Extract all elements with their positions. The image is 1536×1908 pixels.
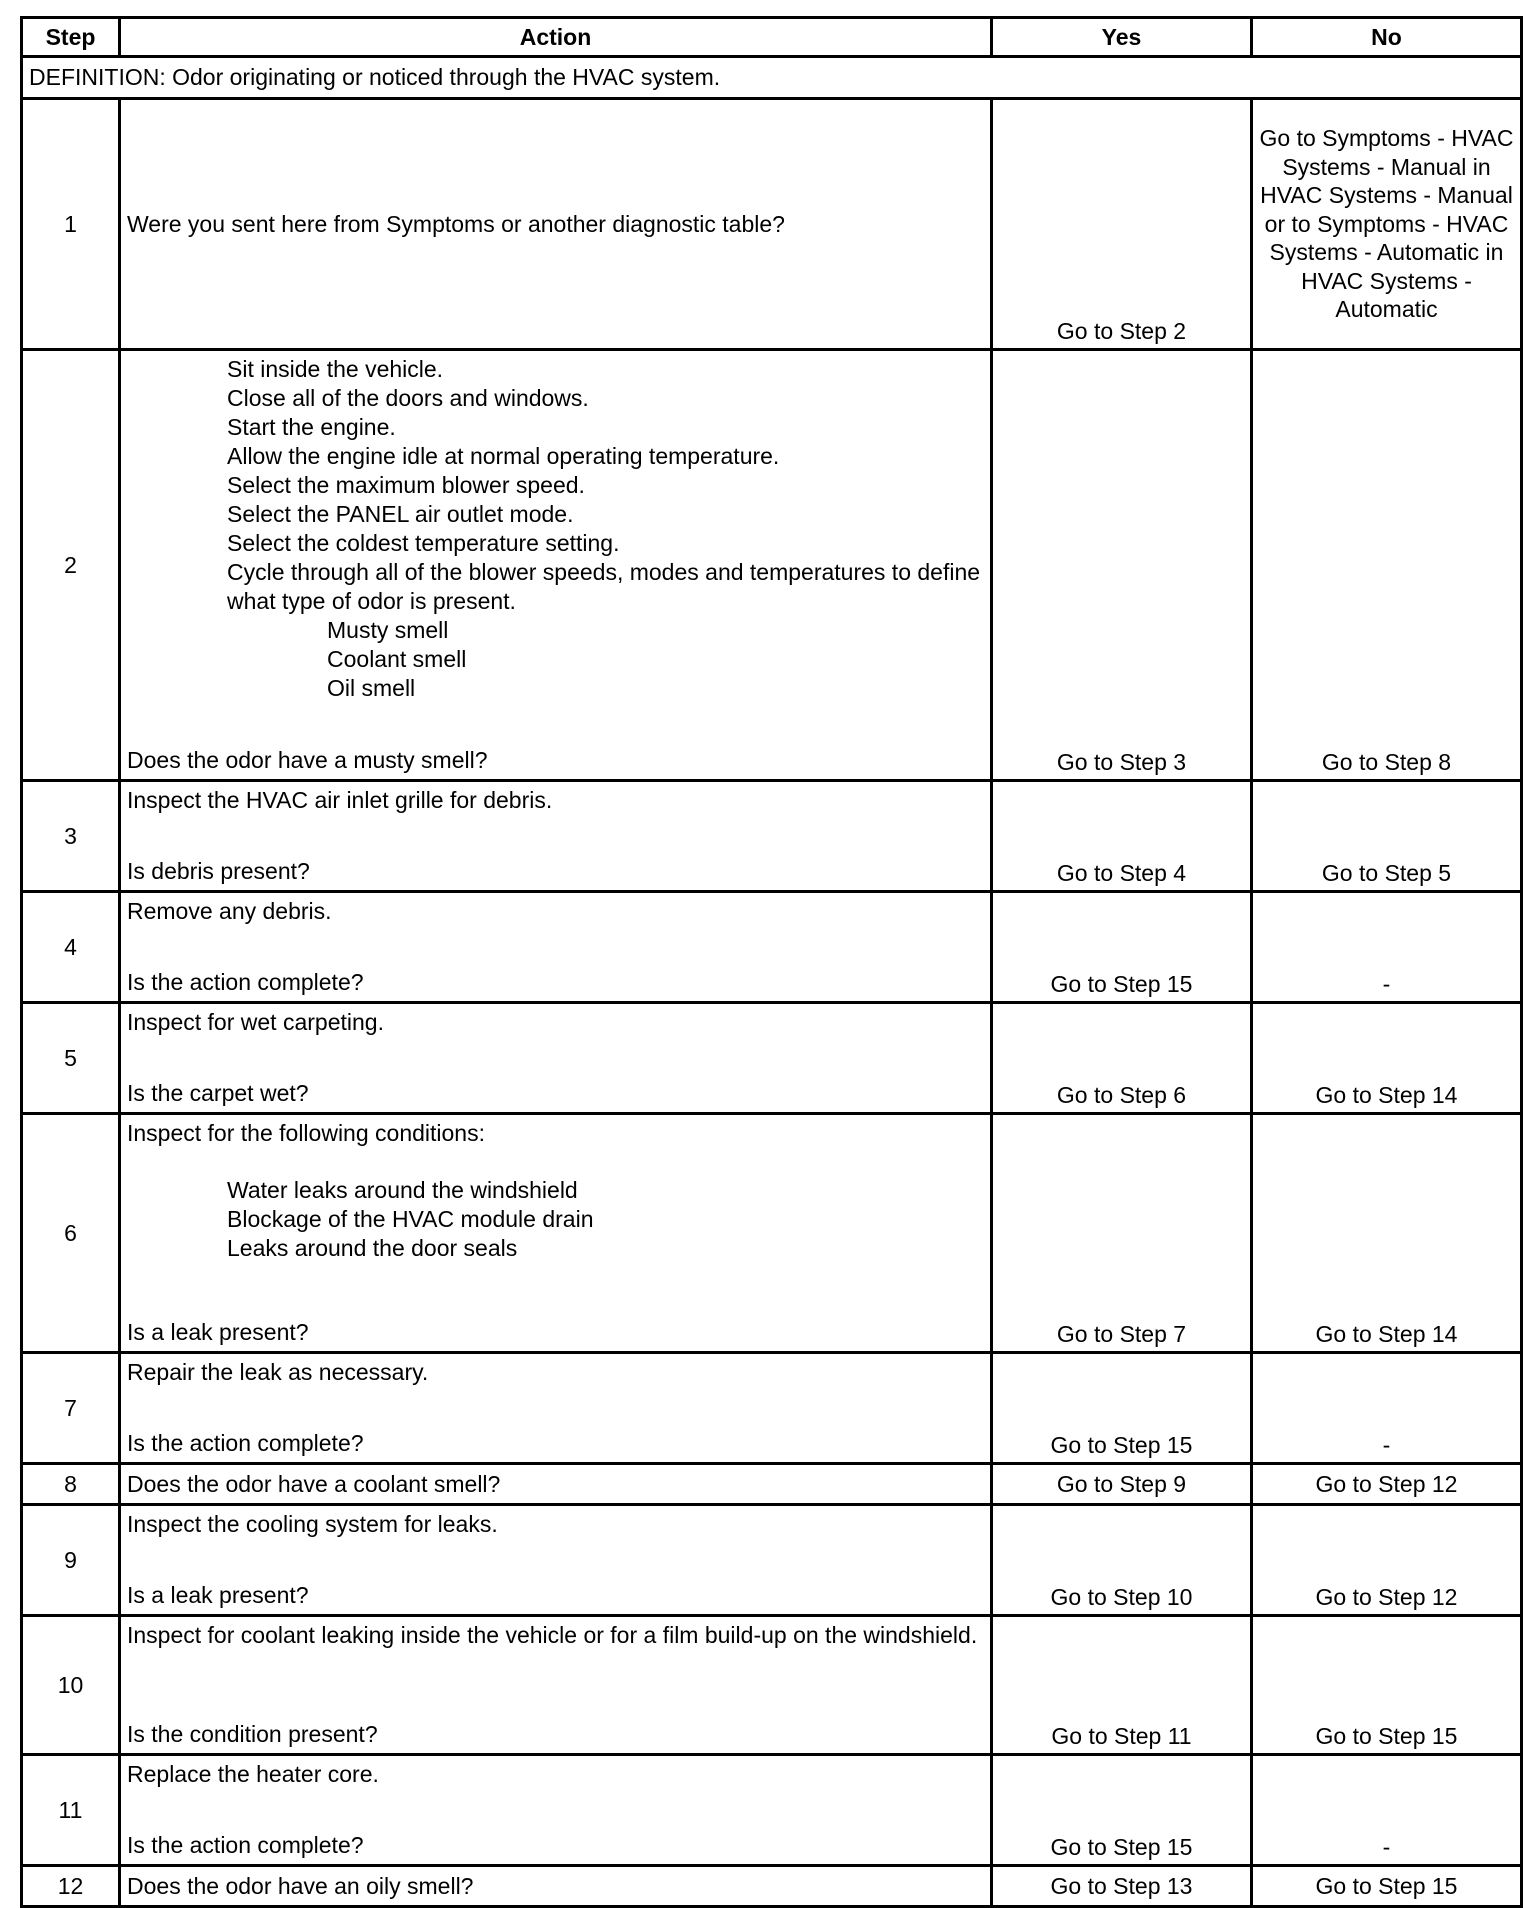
yes-cell: Go to Step 9 bbox=[992, 1464, 1252, 1505]
instruction-text: Inspect for the following conditions: bbox=[127, 1120, 485, 1146]
step-number: 12 bbox=[22, 1866, 120, 1907]
instruction-item: Sit inside the vehicle. bbox=[227, 356, 444, 382]
action-cell bbox=[120, 1505, 992, 1616]
table-row bbox=[22, 1866, 1522, 1907]
no-cell: Go to Symptoms - HVAC Systems - Manual in HVAC Systems - Manual or to Symptoms - HVAC Systems - Automatic in HVAC Systems - Automatic bbox=[1252, 99, 1522, 350]
action-cell bbox=[120, 1464, 992, 1505]
no-cell: Go to Step 15 bbox=[1252, 1616, 1522, 1755]
action-cell bbox=[120, 1353, 992, 1464]
odor-type-item: Oil smell bbox=[327, 675, 416, 701]
instruction-text: Inspect for coolant leaking inside the vehicle or for a film build-up on the windshield. bbox=[127, 1622, 978, 1648]
definition-row bbox=[22, 57, 1522, 99]
yes-cell: Go to Step 6 bbox=[992, 1003, 1252, 1114]
question-text: Does the odor have a coolant smell? bbox=[127, 1470, 501, 1497]
instruction-text: Repair the leak as necessary. bbox=[127, 1359, 429, 1385]
action-cell bbox=[120, 1616, 992, 1755]
table-row bbox=[22, 1755, 1522, 1866]
action-cell bbox=[120, 892, 992, 1003]
no-cell: - bbox=[1252, 1353, 1522, 1464]
step-number: 6 bbox=[22, 1114, 120, 1353]
instruction-item: Select the maximum blower speed. bbox=[227, 472, 585, 498]
question-text: Does the odor have a musty smell? bbox=[127, 747, 488, 773]
instruction-item: Cycle through all of the blower speeds, modes and temperatures to define what type of odor is present. bbox=[227, 559, 981, 614]
question-text: Is the condition present? bbox=[127, 1721, 378, 1747]
instruction-text: Inspect the cooling system for leaks. bbox=[127, 1511, 498, 1537]
table-row bbox=[22, 1353, 1522, 1464]
header-action: Action bbox=[120, 18, 992, 57]
step-number: 10 bbox=[22, 1616, 120, 1755]
step-number: 11 bbox=[22, 1755, 120, 1866]
table-row bbox=[22, 99, 1522, 350]
diagnostic-table bbox=[20, 16, 1523, 1908]
yes-cell: Go to Step 2 bbox=[992, 99, 1252, 350]
definition-text: DEFINITION: Odor originating or noticed through the HVAC system. bbox=[22, 57, 1522, 99]
condition-item: Water leaks around the windshield bbox=[227, 1177, 578, 1203]
no-cell: Go to Step 12 bbox=[1252, 1505, 1522, 1616]
no-cell: Go to Step 14 bbox=[1252, 1003, 1522, 1114]
instruction-list bbox=[127, 355, 984, 703]
question-text: Is the action complete? bbox=[127, 969, 364, 995]
step-number: 2 bbox=[22, 350, 120, 781]
header-step: Step bbox=[22, 18, 120, 57]
table-row bbox=[22, 350, 1522, 781]
question-text: Is debris present? bbox=[127, 858, 310, 884]
step-number: 5 bbox=[22, 1003, 120, 1114]
question-text: Were you sent here from Symptoms or another diagnostic table? bbox=[127, 210, 785, 237]
header-yes: Yes bbox=[992, 18, 1252, 57]
yes-cell: Go to Step 3 bbox=[992, 350, 1252, 781]
table-row bbox=[22, 1616, 1522, 1755]
action-cell bbox=[120, 1114, 992, 1353]
no-cell: - bbox=[1252, 1755, 1522, 1866]
question-text: Does the odor have an oily smell? bbox=[127, 1872, 474, 1899]
yes-cell: Go to Step 7 bbox=[992, 1114, 1252, 1353]
odor-type-item: Coolant smell bbox=[327, 646, 467, 672]
header-row bbox=[22, 18, 1522, 57]
step-number: 4 bbox=[22, 892, 120, 1003]
step-number: 1 bbox=[22, 99, 120, 350]
instruction-item: Select the PANEL air outlet mode. bbox=[227, 501, 574, 527]
no-cell: - bbox=[1252, 892, 1522, 1003]
no-cell: Go to Step 14 bbox=[1252, 1114, 1522, 1353]
table-row bbox=[22, 1505, 1522, 1616]
yes-cell: Go to Step 15 bbox=[992, 892, 1252, 1003]
table-row bbox=[22, 781, 1522, 892]
condition-item: Blockage of the HVAC module drain bbox=[227, 1206, 594, 1232]
yes-cell: Go to Step 15 bbox=[992, 1755, 1252, 1866]
table-row bbox=[22, 1003, 1522, 1114]
action-cell bbox=[120, 350, 992, 781]
instruction-text: Inspect for wet carpeting. bbox=[127, 1009, 384, 1035]
step-number: 9 bbox=[22, 1505, 120, 1616]
table-row bbox=[22, 1464, 1522, 1505]
instruction-item: Allow the engine idle at normal operating temperature. bbox=[227, 443, 780, 469]
action-cell bbox=[120, 781, 992, 892]
instruction-block bbox=[127, 1119, 984, 1263]
action-cell bbox=[120, 1003, 992, 1114]
question-text: Is the action complete? bbox=[127, 1832, 364, 1858]
question-text: Is the action complete? bbox=[127, 1430, 364, 1456]
yes-cell: Go to Step 10 bbox=[992, 1505, 1252, 1616]
no-cell: Go to Step 12 bbox=[1252, 1464, 1522, 1505]
odor-type-item: Musty smell bbox=[327, 617, 449, 643]
no-cell: Go to Step 15 bbox=[1252, 1866, 1522, 1907]
table-row bbox=[22, 1114, 1522, 1353]
no-cell: Go to Step 5 bbox=[1252, 781, 1522, 892]
question-text: Is a leak present? bbox=[127, 1319, 309, 1345]
instruction-text: Remove any debris. bbox=[127, 898, 332, 924]
instruction-text: Replace the heater core. bbox=[127, 1761, 379, 1787]
header-no: No bbox=[1252, 18, 1522, 57]
yes-cell: Go to Step 11 bbox=[992, 1616, 1252, 1755]
yes-cell: Go to Step 15 bbox=[992, 1353, 1252, 1464]
instruction-item: Start the engine. bbox=[227, 414, 396, 440]
step-number: 7 bbox=[22, 1353, 120, 1464]
step-number: 8 bbox=[22, 1464, 120, 1505]
table-row bbox=[22, 892, 1522, 1003]
yes-cell: Go to Step 13 bbox=[992, 1866, 1252, 1907]
instruction-text: Inspect the HVAC air inlet grille for debris. bbox=[127, 787, 553, 813]
step-number: 3 bbox=[22, 781, 120, 892]
question-text: Is the carpet wet? bbox=[127, 1080, 309, 1106]
condition-item: Leaks around the door seals bbox=[227, 1235, 518, 1261]
instruction-item: Close all of the doors and windows. bbox=[227, 385, 589, 411]
action-cell bbox=[120, 1755, 992, 1866]
yes-cell: Go to Step 4 bbox=[992, 781, 1252, 892]
no-cell: Go to Step 8 bbox=[1252, 350, 1522, 781]
question-text: Is a leak present? bbox=[127, 1582, 309, 1608]
instruction-item: Select the coldest temperature setting. bbox=[227, 530, 620, 556]
action-cell bbox=[120, 99, 992, 350]
action-cell bbox=[120, 1866, 992, 1907]
